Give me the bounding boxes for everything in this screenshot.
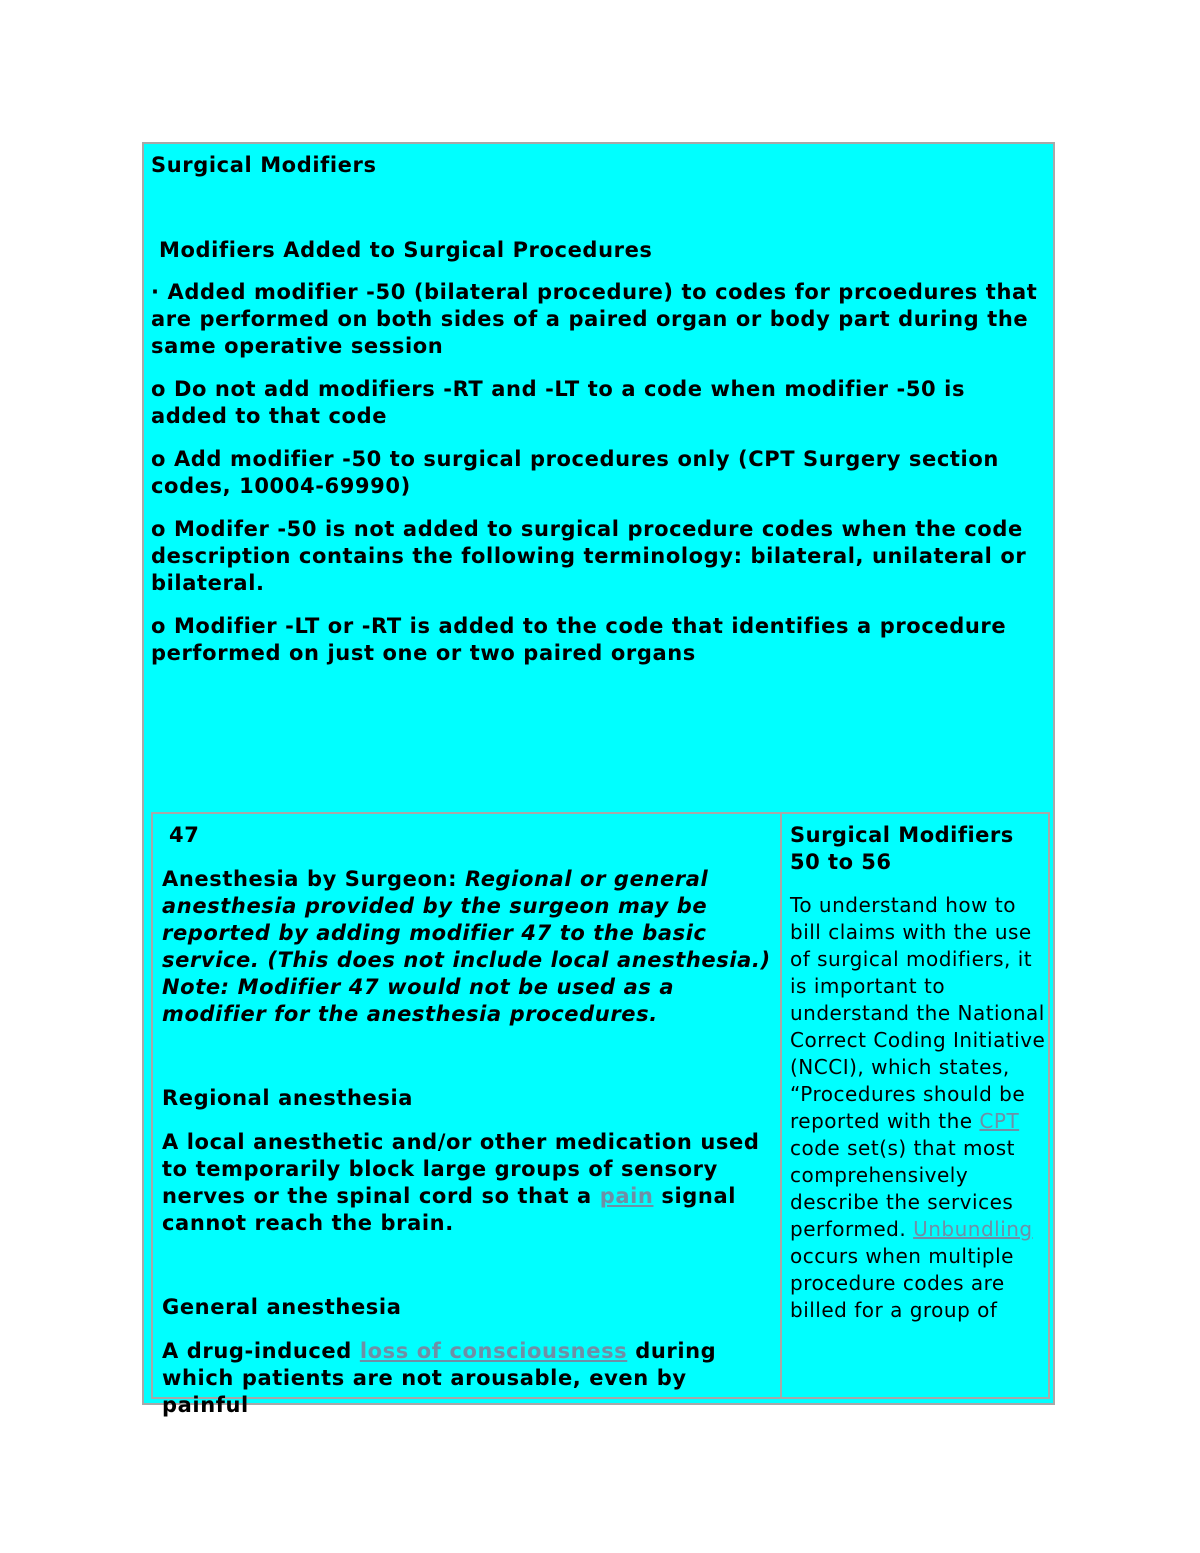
regional-paragraph (162, 1129, 777, 1237)
general-paragraph (162, 1338, 777, 1419)
sub-item-1: o Do not add modifiers -RT and -LT to a code when modifier -50 is added to that code (151, 377, 966, 428)
inner-table (151, 812, 1050, 1417)
pain-link[interactable]: pain (599, 1184, 654, 1208)
right-title: Surgical Modifiers 50 to 56 (790, 823, 1014, 874)
ncci-paragraph (790, 892, 1046, 1324)
regional-text-pre: A local anesthetic and/or other medication used to temporarily block large groups of sensory nerves or the spinal cord so that a (162, 1130, 760, 1208)
general-text-post: during which patients are not arousable, even by painful (162, 1339, 717, 1417)
ncci-text-3: occurs when multiple procedure codes are billed for a group of (790, 1244, 1014, 1322)
top-section (151, 152, 1041, 683)
unbundling-link[interactable]: Unbundling (913, 1217, 1033, 1241)
section-heading: Modifiers Added to Surgical Procedures (159, 238, 653, 262)
bullet-item: · Added modifier -50 (bilateral procedure) to codes for prcoedures that are performed on both sides of a paired organ or body part during the same operative session (151, 280, 1038, 358)
modifier-number: 47 (169, 823, 200, 847)
general-text-pre: A drug-induced (162, 1339, 360, 1363)
anesthesia-description: Regional or general anesthesia provided by the surgeon may be reported by adding modifier 47 to the basic service. (This does not include local anesthesia.) Note: Modifier 47 would not be used as a modifier for the anesthesia procedures. (162, 867, 771, 1026)
document-title: Surgical Modifiers (151, 153, 377, 177)
right-cell (782, 814, 1048, 1397)
regional-text-post: signal cannot reach the brain. (162, 1184, 737, 1235)
left-cell (153, 814, 782, 1417)
sub-item-3: o Modifer -50 is not added to surgical procedure codes when the code description contains the following terminology: bilateral, unilateral or bilateral. (151, 517, 1027, 595)
anesthesia-paragraph (162, 866, 777, 1028)
regional-heading: Regional anesthesia (162, 1086, 414, 1110)
ncci-text-1: To understand how to bill claims with the use of surgical modifiers, it is important to understand the National Correct Coding Initiative (NCCI), which states, “Procedures should be reported with the (790, 893, 1046, 1133)
general-heading: General anesthesia (162, 1295, 402, 1319)
document-box (142, 142, 1055, 1417)
loss-of-consciousness-link[interactable]: loss of consciousness (359, 1339, 628, 1363)
sub-item-2: o Add modifier -50 to surgical procedures only (CPT Surgery section codes, 10004-69990) (151, 447, 999, 498)
anesthesia-label: Anesthesia by Surgeon: (162, 867, 465, 891)
sub-item-4: o Modifier -LT or -RT is added to the code that identifies a procedure performed on just one or two paired organs (151, 614, 1007, 665)
ncci-text-2: code set(s) that most comprehensively describe the services performed. (790, 1136, 1015, 1241)
cpt-link[interactable]: CPT (979, 1109, 1020, 1133)
